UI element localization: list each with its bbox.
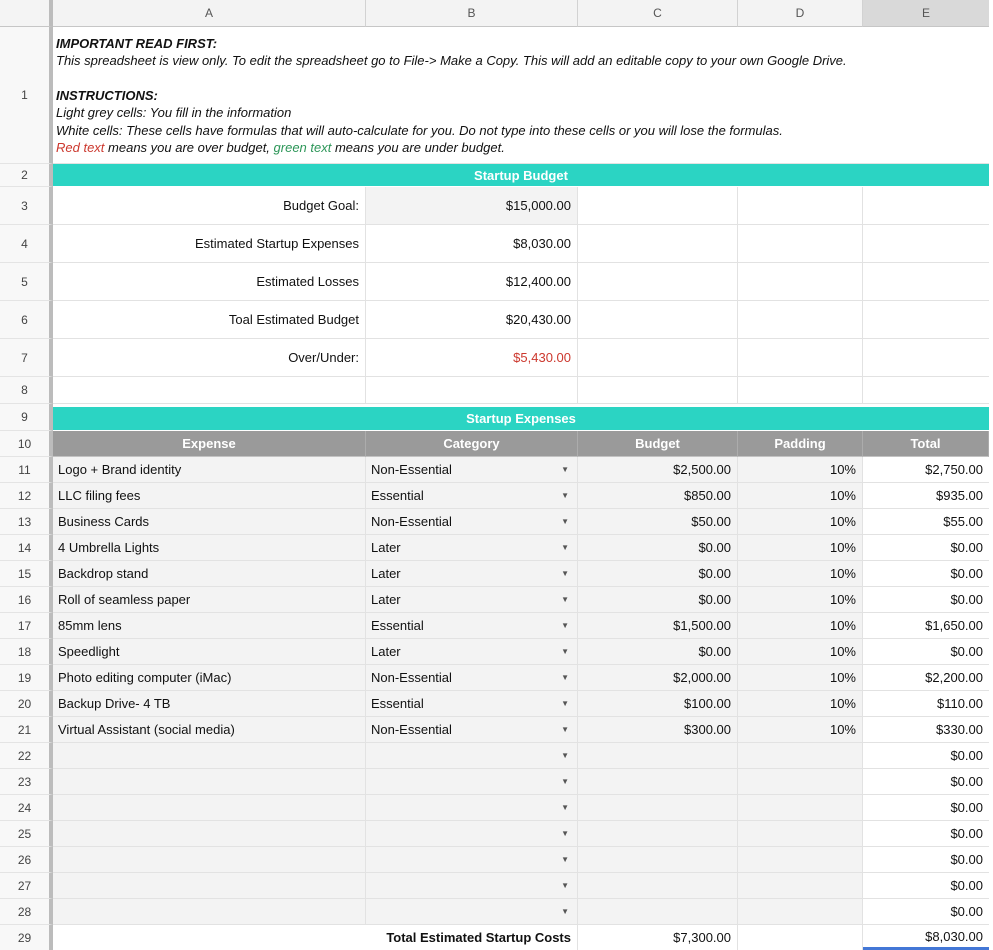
row-number[interactable]: 7 bbox=[0, 339, 53, 377]
category-cell[interactable] bbox=[366, 665, 578, 691]
total-cell[interactable]: $55.00 bbox=[863, 509, 989, 535]
dropdown-arrow-icon[interactable]: ▼ bbox=[561, 698, 569, 708]
empty-cell[interactable] bbox=[863, 187, 989, 225]
row-number[interactable]: 11 bbox=[0, 457, 53, 483]
category-cell[interactable] bbox=[366, 717, 578, 743]
startup-expenses-title-cell[interactable]: Startup Expenses bbox=[53, 404, 989, 431]
expense-name-cell[interactable] bbox=[53, 847, 366, 873]
padding-cell[interactable]: 10% bbox=[738, 665, 863, 691]
dropdown-arrow-icon[interactable]: ▼ bbox=[561, 594, 569, 604]
instructions-cell[interactable] bbox=[53, 27, 989, 164]
expense-name-cell[interactable]: 4 Umbrella Lights bbox=[53, 535, 366, 561]
budget-cell[interactable]: $2,000.00 bbox=[578, 665, 738, 691]
total-cell[interactable]: $0.00 bbox=[863, 561, 989, 587]
total-cell[interactable]: $0.00 bbox=[863, 587, 989, 613]
row-number[interactable]: 25 bbox=[0, 821, 53, 847]
expense-row-13 bbox=[0, 509, 993, 535]
instructions-spacer bbox=[56, 70, 989, 87]
instructions-heading-important: IMPORTANT READ FIRST: bbox=[56, 36, 218, 51]
padding-cell[interactable] bbox=[738, 847, 863, 873]
budget-row-4 bbox=[0, 225, 993, 263]
category-cell[interactable] bbox=[366, 535, 578, 561]
category-value: Later bbox=[371, 540, 401, 555]
total-cell[interactable]: $0.00 bbox=[863, 899, 989, 925]
expense-row-21 bbox=[0, 717, 993, 743]
budget-value-cell[interactable]: $5,430.00 bbox=[366, 339, 578, 377]
category-cell[interactable] bbox=[366, 847, 578, 873]
expense-name-cell[interactable] bbox=[53, 795, 366, 821]
category-value: Later bbox=[371, 592, 401, 607]
total-cell[interactable]: $935.00 bbox=[863, 483, 989, 509]
total-cell[interactable]: $2,200.00 bbox=[863, 665, 989, 691]
category-cell[interactable] bbox=[366, 457, 578, 483]
row-number[interactable]: 17 bbox=[0, 613, 53, 639]
expense-row-20 bbox=[0, 691, 993, 717]
expense-row-14 bbox=[0, 535, 993, 561]
padding-cell[interactable]: 10% bbox=[738, 535, 863, 561]
category-cell[interactable] bbox=[366, 561, 578, 587]
total-cell[interactable]: $330.00 bbox=[863, 717, 989, 743]
category-cell[interactable] bbox=[366, 743, 578, 769]
dropdown-arrow-icon[interactable]: ▼ bbox=[561, 906, 569, 916]
expense-name-cell[interactable]: Logo + Brand identity bbox=[53, 457, 366, 483]
dropdown-arrow-icon[interactable]: ▼ bbox=[561, 724, 569, 734]
category-value: Essential bbox=[371, 488, 424, 503]
dropdown-arrow-icon[interactable]: ▼ bbox=[561, 828, 569, 838]
total-cell[interactable]: $0.00 bbox=[863, 769, 989, 795]
budget-cell[interactable] bbox=[578, 743, 738, 769]
budget-row-6 bbox=[0, 301, 993, 339]
category-cell[interactable] bbox=[366, 509, 578, 535]
padding-cell[interactable]: 10% bbox=[738, 509, 863, 535]
empty-cell[interactable] bbox=[578, 225, 738, 263]
expense-row-23 bbox=[0, 769, 993, 795]
column-header-a[interactable]: A bbox=[53, 0, 366, 27]
dropdown-arrow-icon[interactable]: ▼ bbox=[561, 672, 569, 682]
total-budget-cell[interactable]: $7,300.00 bbox=[578, 925, 738, 950]
instructions-white-cells-line: White cells: These cells have formulas that will auto-calculate for you. Do not type into these cells or you will lose the formulas. bbox=[56, 122, 783, 138]
budget-cell[interactable] bbox=[578, 847, 738, 873]
expense-row-15 bbox=[0, 561, 993, 587]
row-number[interactable]: 3 bbox=[0, 187, 53, 225]
row-number[interactable]: 9 bbox=[0, 404, 53, 431]
header-budget: Budget bbox=[578, 431, 738, 457]
row-number[interactable]: 13 bbox=[0, 509, 53, 535]
category-value: Essential bbox=[371, 696, 424, 711]
row-number[interactable]: 29 bbox=[0, 925, 53, 950]
instructions-heading: INSTRUCTIONS: bbox=[56, 87, 158, 103]
instructions-view-only-line: This spreadsheet is view only. To edit the spreadsheet go to File-> Make a Copy. This will add an editable copy to your own Google Drive. bbox=[56, 53, 847, 69]
category-value: Non-Essential bbox=[371, 722, 452, 737]
padding-cell[interactable]: 10% bbox=[738, 717, 863, 743]
budget-value-cell[interactable]: $20,430.00 bbox=[366, 301, 578, 339]
expense-rows bbox=[0, 457, 993, 925]
padding-cell[interactable]: 10% bbox=[738, 587, 863, 613]
padding-cell[interactable] bbox=[738, 899, 863, 925]
padding-cell[interactable] bbox=[738, 769, 863, 795]
green-text-label: green text bbox=[273, 140, 332, 156]
row-number[interactable]: 28 bbox=[0, 899, 53, 925]
padding-cell[interactable]: 10% bbox=[738, 613, 863, 639]
instructions-color-legend-line bbox=[56, 139, 989, 156]
category-value: Later bbox=[371, 566, 401, 581]
padding-cell[interactable] bbox=[738, 795, 863, 821]
padding-cell[interactable] bbox=[738, 821, 863, 847]
red-text-label: Red text bbox=[56, 140, 105, 156]
padding-cell[interactable]: 10% bbox=[738, 457, 863, 483]
budget-summary-rows bbox=[0, 187, 993, 377]
budget-cell[interactable] bbox=[578, 795, 738, 821]
expense-row-25 bbox=[0, 821, 993, 847]
budget-row-5 bbox=[0, 263, 993, 301]
category-value: Essential bbox=[371, 618, 424, 633]
expense-name-cell[interactable]: Virtual Assistant (social media) bbox=[53, 717, 366, 743]
expense-row-16 bbox=[0, 587, 993, 613]
red-text-rest: means you are over budget, bbox=[104, 140, 274, 156]
padding-cell[interactable] bbox=[738, 743, 863, 769]
category-cell[interactable] bbox=[366, 587, 578, 613]
total-cell[interactable]: $0.00 bbox=[863, 743, 989, 769]
expense-name-cell[interactable] bbox=[53, 769, 366, 795]
row-number[interactable]: 4 bbox=[0, 225, 53, 263]
expense-name-cell[interactable] bbox=[53, 873, 366, 899]
row-number[interactable]: 24 bbox=[0, 795, 53, 821]
expense-name-cell[interactable]: Photo editing computer (iMac) bbox=[53, 665, 366, 691]
header-category: Category bbox=[366, 431, 578, 457]
budget-cell[interactable]: $0.00 bbox=[578, 587, 738, 613]
empty-cell[interactable] bbox=[863, 263, 989, 301]
total-cell[interactable]: $110.00 bbox=[863, 691, 989, 717]
row-number[interactable]: 18 bbox=[0, 639, 53, 665]
budget-cell[interactable]: $0.00 bbox=[578, 561, 738, 587]
column-header-d[interactable]: D bbox=[738, 0, 863, 27]
row-number[interactable]: 14 bbox=[0, 535, 53, 561]
expense-row-11 bbox=[0, 457, 993, 483]
budget-cell[interactable]: $0.00 bbox=[578, 639, 738, 665]
total-cell[interactable]: $0.00 bbox=[863, 795, 989, 821]
budget-cell[interactable] bbox=[578, 769, 738, 795]
expense-name-cell[interactable]: Business Cards bbox=[53, 509, 366, 535]
row-number[interactable]: 10 bbox=[0, 431, 53, 457]
expense-row-17 bbox=[0, 613, 993, 639]
budget-cell[interactable]: $1,500.00 bbox=[578, 613, 738, 639]
empty-cell[interactable] bbox=[863, 225, 989, 263]
budget-value-cell[interactable]: $15,000.00 bbox=[366, 187, 578, 225]
total-cell[interactable]: $0.00 bbox=[863, 535, 989, 561]
empty-cell[interactable] bbox=[738, 187, 863, 225]
row-number[interactable]: 1 bbox=[0, 27, 53, 164]
category-value: Non-Essential bbox=[371, 462, 452, 477]
category-value: Later bbox=[371, 644, 401, 659]
expense-name-cell[interactable]: Backdrop stand bbox=[53, 561, 366, 587]
budget-cell[interactable] bbox=[578, 873, 738, 899]
empty-cell[interactable] bbox=[863, 301, 989, 339]
budget-label-cell[interactable]: Budget Goal: bbox=[53, 187, 366, 225]
dropdown-arrow-icon[interactable]: ▼ bbox=[561, 464, 569, 474]
category-value: Non-Essential bbox=[371, 670, 452, 685]
padding-cell[interactable]: 10% bbox=[738, 691, 863, 717]
budget-label-cell[interactable]: Toal Estimated Budget bbox=[53, 301, 366, 339]
startup-budget-title-cell[interactable]: Startup Budget bbox=[53, 164, 989, 187]
category-cell[interactable] bbox=[366, 613, 578, 639]
column-header-row bbox=[0, 0, 993, 27]
row-29 bbox=[0, 925, 993, 950]
expense-row-18 bbox=[0, 639, 993, 665]
empty-cell[interactable] bbox=[578, 377, 738, 404]
row-number[interactable]: 23 bbox=[0, 769, 53, 795]
budget-cell[interactable]: $2,500.00 bbox=[578, 457, 738, 483]
budget-row-7 bbox=[0, 339, 993, 377]
dropdown-arrow-icon[interactable]: ▼ bbox=[561, 516, 569, 526]
row-number[interactable]: 16 bbox=[0, 587, 53, 613]
expense-name-cell[interactable] bbox=[53, 743, 366, 769]
total-cell[interactable]: $0.00 bbox=[863, 821, 989, 847]
header-total: Total bbox=[863, 431, 989, 457]
expense-name-cell[interactable]: 85mm lens bbox=[53, 613, 366, 639]
dropdown-arrow-icon[interactable]: ▼ bbox=[561, 620, 569, 630]
budget-value-cell[interactable]: $8,030.00 bbox=[366, 225, 578, 263]
total-cell[interactable]: $0.00 bbox=[863, 847, 989, 873]
budget-cell[interactable]: $100.00 bbox=[578, 691, 738, 717]
row-number[interactable]: 27 bbox=[0, 873, 53, 899]
dropdown-arrow-icon[interactable]: ▼ bbox=[561, 750, 569, 760]
budget-cell[interactable]: $300.00 bbox=[578, 717, 738, 743]
dropdown-arrow-icon[interactable]: ▼ bbox=[561, 802, 569, 812]
expense-name-cell[interactable] bbox=[53, 899, 366, 925]
budget-row-3 bbox=[0, 187, 993, 225]
budget-label-cell[interactable]: Estimated Losses bbox=[53, 263, 366, 301]
budget-cell[interactable] bbox=[578, 821, 738, 847]
empty-cell[interactable] bbox=[53, 377, 366, 404]
budget-cell[interactable]: $50.00 bbox=[578, 509, 738, 535]
category-cell[interactable] bbox=[366, 873, 578, 899]
total-costs-label-cell[interactable]: Total Estimated Startup Costs bbox=[53, 925, 578, 950]
row-number[interactable]: 19 bbox=[0, 665, 53, 691]
select-all-corner[interactable] bbox=[0, 0, 53, 27]
expense-row-12 bbox=[0, 483, 993, 509]
expense-row-27 bbox=[0, 873, 993, 899]
row-number[interactable]: 26 bbox=[0, 847, 53, 873]
dropdown-arrow-icon[interactable]: ▼ bbox=[561, 646, 569, 656]
budget-label-cell[interactable]: Over/Under: bbox=[53, 339, 366, 377]
total-cell[interactable]: $2,750.00 bbox=[863, 457, 989, 483]
dropdown-arrow-icon[interactable]: ▼ bbox=[561, 568, 569, 578]
padding-cell[interactable] bbox=[738, 873, 863, 899]
row-2 bbox=[0, 164, 993, 187]
header-expense: Expense bbox=[53, 431, 366, 457]
padding-cell[interactable]: 10% bbox=[738, 483, 863, 509]
empty-cell[interactable] bbox=[578, 301, 738, 339]
budget-cell[interactable] bbox=[578, 899, 738, 925]
row-number[interactable]: 15 bbox=[0, 561, 53, 587]
empty-cell[interactable] bbox=[863, 377, 989, 404]
empty-cell[interactable] bbox=[738, 301, 863, 339]
total-cell[interactable]: $0.00 bbox=[863, 639, 989, 665]
column-header-c[interactable]: C bbox=[578, 0, 738, 27]
expense-row-24 bbox=[0, 795, 993, 821]
dropdown-arrow-icon[interactable]: ▼ bbox=[561, 490, 569, 500]
row-number[interactable]: 21 bbox=[0, 717, 53, 743]
budget-label-cell[interactable]: Estimated Startup Expenses bbox=[53, 225, 366, 263]
empty-cell[interactable] bbox=[738, 925, 863, 950]
dropdown-arrow-icon[interactable]: ▼ bbox=[561, 854, 569, 864]
row-number[interactable]: 20 bbox=[0, 691, 53, 717]
header-padding: Padding bbox=[738, 431, 863, 457]
row-number[interactable]: 12 bbox=[0, 483, 53, 509]
row-number[interactable]: 22 bbox=[0, 743, 53, 769]
dropdown-arrow-icon[interactable]: ▼ bbox=[561, 542, 569, 552]
expense-name-cell[interactable]: Roll of seamless paper bbox=[53, 587, 366, 613]
budget-cell[interactable]: $850.00 bbox=[578, 483, 738, 509]
category-cell[interactable] bbox=[366, 821, 578, 847]
grand-total-cell[interactable]: $8,030.00 bbox=[863, 925, 989, 950]
row-9 bbox=[0, 404, 993, 431]
category-cell[interactable] bbox=[366, 795, 578, 821]
row-1 bbox=[0, 27, 993, 164]
row-number[interactable]: 5 bbox=[0, 263, 53, 301]
expense-name-cell[interactable] bbox=[53, 821, 366, 847]
row-number[interactable]: 8 bbox=[0, 377, 53, 404]
total-cell[interactable]: $1,650.00 bbox=[863, 613, 989, 639]
column-header-e[interactable]: E bbox=[863, 0, 989, 27]
empty-cell[interactable] bbox=[738, 339, 863, 377]
empty-cell[interactable] bbox=[578, 339, 738, 377]
column-header-b[interactable]: B bbox=[366, 0, 578, 27]
category-value: Non-Essential bbox=[371, 514, 452, 529]
dropdown-arrow-icon[interactable]: ▼ bbox=[561, 880, 569, 890]
expense-row-28 bbox=[0, 899, 993, 925]
expense-row-26 bbox=[0, 847, 993, 873]
dropdown-arrow-icon[interactable]: ▼ bbox=[561, 776, 569, 786]
budget-cell[interactable]: $0.00 bbox=[578, 535, 738, 561]
row-number[interactable]: 2 bbox=[0, 164, 53, 187]
row-8 bbox=[0, 377, 993, 404]
green-text-rest: means you are under budget. bbox=[331, 140, 505, 156]
empty-cell[interactable] bbox=[738, 377, 863, 404]
expense-row-22 bbox=[0, 743, 993, 769]
padding-cell[interactable]: 10% bbox=[738, 639, 863, 665]
empty-cell[interactable] bbox=[863, 339, 989, 377]
instructions-grey-cells-line: Light grey cells: You fill in the information bbox=[56, 105, 292, 121]
category-cell[interactable] bbox=[366, 769, 578, 795]
row-10 bbox=[0, 431, 993, 457]
empty-cell[interactable] bbox=[738, 263, 863, 301]
empty-cell[interactable] bbox=[738, 225, 863, 263]
category-cell[interactable] bbox=[366, 691, 578, 717]
total-cell[interactable]: $0.00 bbox=[863, 873, 989, 899]
expense-name-cell[interactable]: Backup Drive- 4 TB bbox=[53, 691, 366, 717]
expense-row-19 bbox=[0, 665, 993, 691]
category-cell[interactable] bbox=[366, 639, 578, 665]
category-cell[interactable] bbox=[366, 483, 578, 509]
empty-cell[interactable] bbox=[366, 377, 578, 404]
expense-name-cell[interactable]: LLC filing fees bbox=[53, 483, 366, 509]
padding-cell[interactable]: 10% bbox=[738, 561, 863, 587]
expense-name-cell[interactable]: Speedlight bbox=[53, 639, 366, 665]
empty-cell[interactable] bbox=[578, 263, 738, 301]
empty-cell[interactable] bbox=[578, 187, 738, 225]
category-cell[interactable] bbox=[366, 899, 578, 925]
budget-value-cell[interactable]: $12,400.00 bbox=[366, 263, 578, 301]
row-number[interactable]: 6 bbox=[0, 301, 53, 339]
